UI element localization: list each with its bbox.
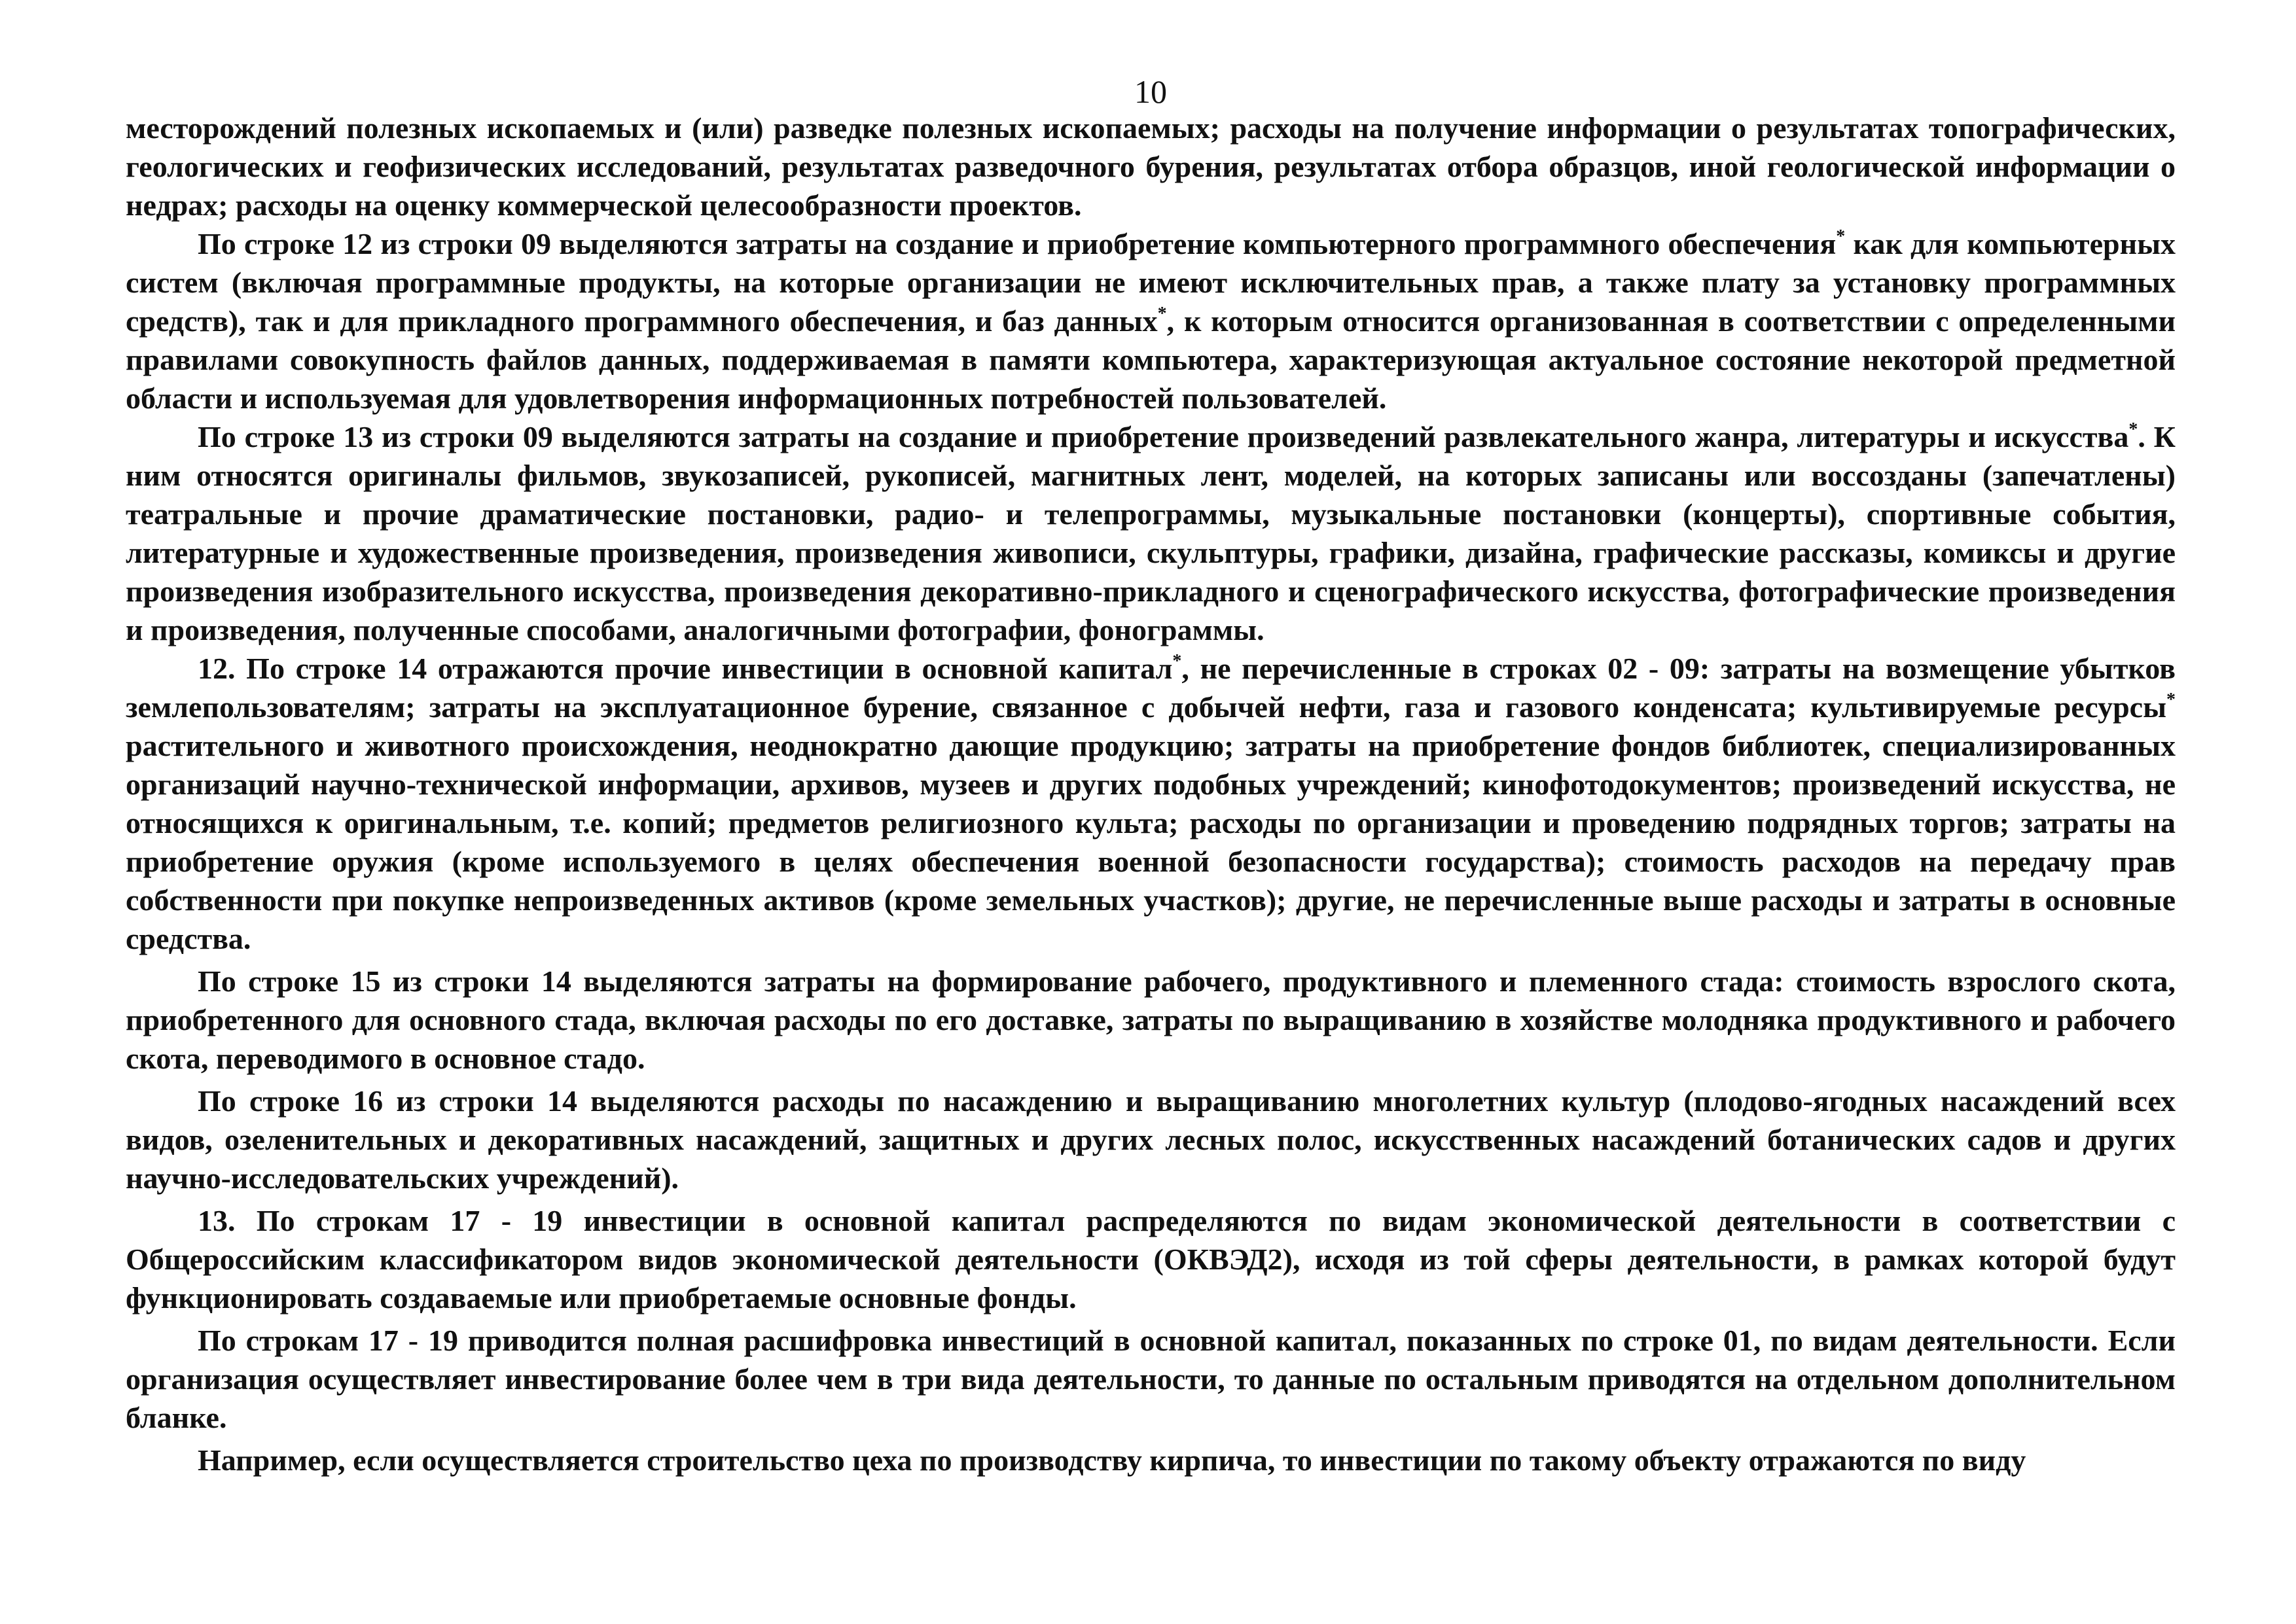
- paragraph-text: инвестиции в основной капитал распределяются по видам экономической деятельности в соответствии с Общероссийским классификатором видов экономической деятельности (ОКВЭД2), исходя из той сферы деятельности, в рамках которой будут функционировать создаваемые или приобретаемые основные фонды.: [126, 1204, 2176, 1315]
- paragraph-text: как для компьютерных систем (включая программные продукты, на которые организации не имеют исключительных прав, а также плату за установку программных средств), так и для прикладного программного обеспечения, и баз данных: [126, 227, 2176, 338]
- paragraph-example: [126, 1441, 2176, 1479]
- footnote-mark: *: [2128, 419, 2138, 440]
- paragraph-lead: По строке 15: [198, 964, 381, 998]
- paragraph-item-13: [126, 1201, 2176, 1317]
- paragraph-text: . К ним относятся оригиналы фильмов, звукозаписей, рукописей, магнитных лент, моделей, на которых записаны или воссозданы (запечатлены) театральные и прочие драматические постановки, радио- и телепрограммы, музыкальные постановки (концерты), спортивные события, литературные и художественные произведения, произведения живописи, скульптуры, графики, дизайна, графические рассказы, комиксы и другие произведения изобразительного искусства, произведения декоративно-прикладного и сценографического искусства, фотографические произведения и произведения, полученные способами, аналогичными фотографии, фонограммы.: [126, 420, 2176, 646]
- paragraph-number: 12.: [198, 652, 247, 685]
- paragraph-lead: По строкам 17 - 19: [256, 1204, 563, 1237]
- paragraph-text: растительного и животного происхождения, неоднократно дающие продукцию; затраты на приобретение фондов библиотек, специализированных организаций научно-технической информации, архивов, музеев и других подобных учреждений; кинофотодокументов; произведений искусства, не относящихся к оригинальным, т.е. копий; предметов религиозного культа; расходы по организации и проведению подрядных торгов; затраты на приобретение оружия (кроме используемого в целях обеспечения военной безопасности государства); стоимость расходов на передачу прав собственности при покупке непроизведенных активов (кроме земельных участков); другие, не перечисленные выше расходы и затраты в основные средства.: [126, 729, 2176, 955]
- paragraph-number: 13.: [198, 1204, 257, 1237]
- paragraph-text: отражаются прочие инвестиции в основной капитал: [427, 652, 1173, 685]
- footnote-mark: *: [1836, 226, 1846, 247]
- paragraph-text: из строки 09 выделяются затраты на создание и приобретение компьютерного программного обеспечения: [372, 227, 1837, 260]
- paragraph-text: , к которым относится организованная в соответствии с определенными правилами совокупность файлов данных, поддерживаемая в памяти компьютера, характеризующая актуальное состояние некоторой предметной области и используемая для удовлетворения информационных потребностей пользователей.: [126, 304, 2176, 415]
- paragraph-continuation: [126, 109, 2176, 224]
- paragraph-text: из строки 09 выделяются затраты на создание и приобретение произведений развлекательного жанра, литературы и искусства: [373, 420, 2129, 453]
- document-page: [126, 72, 2176, 1479]
- paragraph-lead: По строке 16: [198, 1084, 384, 1118]
- paragraph-item-12: [126, 649, 2176, 958]
- paragraph-line-16: [126, 1082, 2176, 1197]
- paragraph-line-15: [126, 962, 2176, 1078]
- paragraph-lead: По строке 12: [198, 227, 373, 260]
- paragraph-text: месторождений полезных ископаемых и (или) разведке полезных ископаемых; расходы на получение информации о результатах топографических, геологических и геофизических исследований, результатах разведочного бурения, результатах отбора образцов, иной геологической информации о недрах; расходы на оценку коммерческой целесообразности проектов.: [126, 111, 2176, 222]
- footnote-mark: *: [1157, 304, 1167, 324]
- footnote-mark: *: [2166, 690, 2176, 710]
- paragraph-lead: По строке 13: [198, 420, 374, 453]
- paragraph-text: из строки 14 выделяются расходы по насаждению и выращиванию многолетних культур (плодово-ягодных насаждений всех видов, озеленительных и декоративных насаждений, защитных и других лесных полос, искусственных насаждений ботанических садов и других научно-исследовательских учреждений).: [126, 1084, 2176, 1195]
- paragraph-text: По строкам 17 - 19 приводится полная расшифровка инвестиций в основной капитал, показанных по строке 01, по видам деятельности. Если организация осуществляет инвестирование более чем в три вида деятельности, то данные по остальным приводятся на отдельном дополнительном бланке.: [126, 1324, 2176, 1434]
- paragraph-text: из строки 14 выделяются затраты на формирование рабочего, продуктивного и племенного стада: стоимость взрослого скота, приобретенного для основного стада, включая расходы по его доставке, затраты по выращиванию в хозяйстве молодняка продуктивного и рабочего скота, переводимого в основное стадо.: [126, 964, 2176, 1075]
- footnote-mark: *: [1172, 651, 1182, 671]
- paragraph-text: Например, если осуществляется строительство цеха по производству кирпича, то инвестиции по такому объекту отражаются по виду: [198, 1443, 2026, 1477]
- paragraph-text: , не перечисленные в строках 02 - 09: затраты на возмещение убытков землепользователям; затраты на эксплуатационное бурение, связанное с добычей нефти, газа и газового конденсата; культивируемые ресурсы: [126, 652, 2176, 724]
- paragraph-line-12: [126, 224, 2176, 417]
- page-number: 10: [1134, 73, 1167, 110]
- paragraph-lines-17-19: [126, 1321, 2176, 1437]
- paragraph-lead: По строке 14: [246, 652, 427, 685]
- paragraph-line-13: [126, 417, 2176, 649]
